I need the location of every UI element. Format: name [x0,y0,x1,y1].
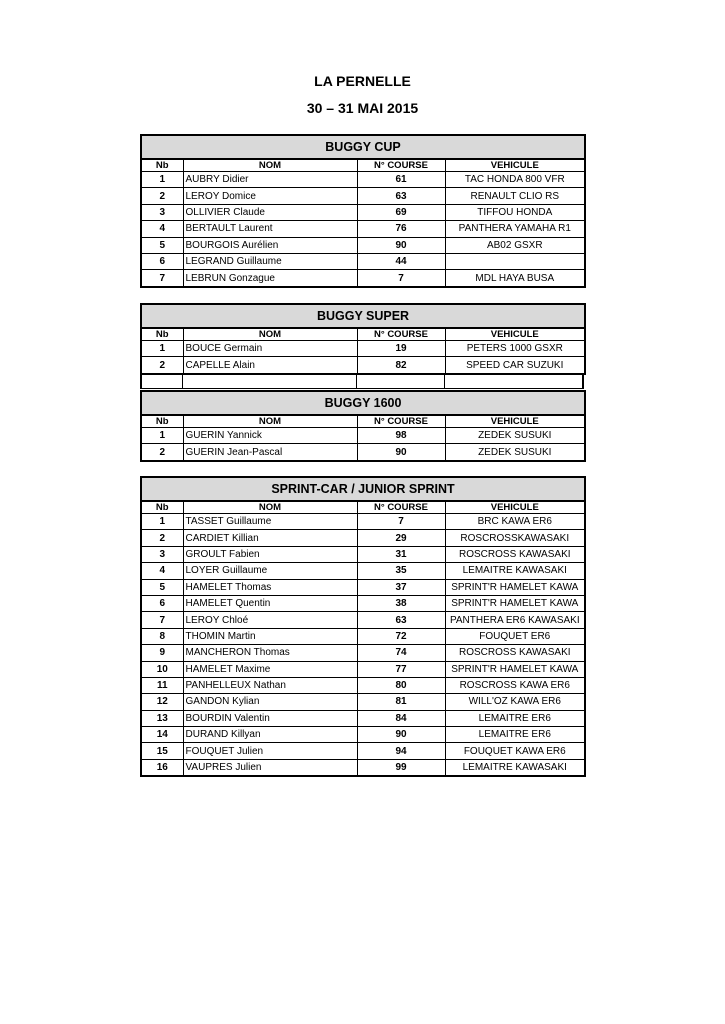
cell-nom: GUERIN Jean-Pascal [183,444,357,461]
cell-vehicule [445,253,585,269]
section-table [140,303,586,375]
cell-nb: 4 [141,221,183,237]
cell-course: 63 [357,188,445,204]
table-row [141,357,585,374]
column-header-row [141,159,585,172]
section-title: BUGGY SUPER [141,304,585,328]
cell-course: 77 [357,661,445,677]
cell-nb: 1 [141,172,183,188]
cell-vehicule: ROSCROSS KAWA ER6 [445,677,585,693]
cell-nb: 3 [141,546,183,562]
cell-vehicule: LEMAITRE ER6 [445,727,585,743]
event-date: 30 – 31 MAI 2015 [306,100,419,116]
table-row [141,428,585,444]
cell-nom: HAMELET Maxime [183,661,357,677]
table-row [141,579,585,595]
table-row [141,759,585,776]
cell-nb: 2 [141,530,183,546]
cell-nom: FOUQUET Julien [183,743,357,759]
column-header-course: N° COURSE [357,501,445,514]
cell-nb: 6 [141,595,183,611]
cell-nb: 6 [141,253,183,269]
cell-course: 63 [357,612,445,628]
table-row [141,530,585,546]
cell-nom: GUERIN Yannick [183,428,357,444]
section-title: BUGGY 1600 [141,391,585,415]
table-row [141,563,585,579]
cell-course: 38 [357,595,445,611]
section-title: BUGGY CUP [141,135,585,159]
table-row [141,546,585,562]
cell-nb: 5 [141,237,183,253]
cell-nom: HAMELET Thomas [183,579,357,595]
cell-course: 82 [357,357,445,374]
cell-nom: LOYER Guillaume [183,563,357,579]
section-title: SPRINT-CAR / JUNIOR SPRINT [141,477,585,501]
column-header-row [141,328,585,341]
page-title: LA PERNELLE [314,73,411,89]
column-header-nom: NOM [183,159,357,172]
column-header-vehicule: VEHICULE [445,501,585,514]
cell-vehicule: ROSCROSS KAWASAKI [445,546,585,562]
column-header-nb: Nb [141,159,183,172]
column-header-nom: NOM [183,501,357,514]
table-row [141,694,585,710]
table-row [141,743,585,759]
cell-vehicule: AB02 GSXR [445,237,585,253]
cell-nb: 1 [141,514,183,530]
cell-nom: GANDON Kylian [183,694,357,710]
cell-nom: PANHELLEUX Nathan [183,677,357,693]
column-header-nom: NOM [183,328,357,341]
cell-nb: 7 [141,270,183,287]
cell-nb: 2 [141,188,183,204]
column-header-course: N° COURSE [357,159,445,172]
column-header-nom: NOM [183,415,357,428]
cell-vehicule: BRC KAWA ER6 [445,514,585,530]
table-row [141,628,585,644]
cell-course: 90 [357,727,445,743]
cell-nb: 4 [141,563,183,579]
cell-vehicule: PETERS 1000 GSXR [445,341,585,357]
table-row [141,514,585,530]
cell-nom: LEBRUN Gonzague [183,270,357,287]
table-row [141,188,585,204]
cell-nom: LEGRAND Guillaume [183,253,357,269]
cell-course: 7 [357,514,445,530]
cell-nom: CAPELLE Alain [183,357,357,374]
cell-course: 37 [357,579,445,595]
cell-course: 72 [357,628,445,644]
cell-course: 35 [357,563,445,579]
cell-nb: 9 [141,645,183,661]
cell-vehicule: LEMAITRE ER6 [445,710,585,726]
table-row [141,595,585,611]
cell-course: 7 [357,270,445,287]
cell-nb: 14 [141,727,183,743]
table-row [141,645,585,661]
cell-vehicule: ROSCROSSKAWASAKI [445,530,585,546]
cell-nom: HAMELET Quentin [183,595,357,611]
cell-course: 69 [357,204,445,220]
cell-course: 94 [357,743,445,759]
column-header-vehicule: VEHICULE [445,328,585,341]
column-header-course: N° COURSE [357,328,445,341]
table-row [141,341,585,357]
cell-course: 31 [357,546,445,562]
cell-nom: BERTAULT Laurent [183,221,357,237]
cell-vehicule: PANTHERA ER6 KAWASAKI [445,612,585,628]
cell-vehicule: ZEDEK SUSUKI [445,444,585,461]
table-row [141,661,585,677]
cell-nb: 12 [141,694,183,710]
cell-nom: CARDIET Killian [183,530,357,546]
cell-vehicule: PANTHERA YAMAHA R1 [445,221,585,237]
table-row [141,253,585,269]
column-header-vehicule: VEHICULE [445,415,585,428]
cell-course: 76 [357,221,445,237]
cell-vehicule: LEMAITRE KAWASAKI [445,759,585,776]
table-row [141,204,585,220]
cell-nom: GROULT Fabien [183,546,357,562]
cell-course: 99 [357,759,445,776]
table-row [141,444,585,461]
cell-vehicule: SPRINT'R HAMELET KAWA [445,595,585,611]
cell-nom: DURAND Killyan [183,727,357,743]
cell-nom: AUBRY Didier [183,172,357,188]
column-header-nb: Nb [141,415,183,428]
table-row [141,677,585,693]
cell-course: 74 [357,645,445,661]
cell-nom: OLLIVIER Claude [183,204,357,220]
cell-nb: 8 [141,628,183,644]
table-row [141,172,585,188]
cell-nb: 1 [141,428,183,444]
cell-nb: 2 [141,444,183,461]
cell-course: 80 [357,677,445,693]
table-row [141,270,585,287]
cell-vehicule: SPRINT'R HAMELET KAWA [445,661,585,677]
cell-nb: 7 [141,612,183,628]
cell-nom: THOMIN Martin [183,628,357,644]
table-row [141,612,585,628]
table-row [141,727,585,743]
cell-vehicule: ROSCROSS KAWASAKI [445,645,585,661]
cell-nb: 16 [141,759,183,776]
cell-vehicule: TIFFOU HONDA [445,204,585,220]
table-row [141,237,585,253]
column-header-row [141,501,585,514]
cell-nom: VAUPRES Julien [183,759,357,776]
cell-vehicule: WILL'OZ KAWA ER6 [445,694,585,710]
cell-course: 61 [357,172,445,188]
section-table [140,476,586,777]
cell-nom: LEROY Chloé [183,612,357,628]
cell-course: 90 [357,237,445,253]
cell-nom: BOURGOIS Aurélien [183,237,357,253]
cell-nb: 10 [141,661,183,677]
cell-vehicule: MDL HAYA BUSA [445,270,585,287]
cell-nom: BOURDIN Valentin [183,710,357,726]
column-header-nb: Nb [141,328,183,341]
cell-nom: TASSET Guillaume [183,514,357,530]
cell-nom: MANCHERON Thomas [183,645,357,661]
cell-course: 29 [357,530,445,546]
cell-nb: 3 [141,204,183,220]
cell-vehicule: FOUQUET ER6 [445,628,585,644]
cell-nb: 15 [141,743,183,759]
section-table [140,134,586,288]
cell-nom: LEROY Domice [183,188,357,204]
column-header-course: N° COURSE [357,415,445,428]
cell-course: 19 [357,341,445,357]
cell-nb: 13 [141,710,183,726]
cell-vehicule: SPRINT'R HAMELET KAWA [445,579,585,595]
cell-vehicule: ZEDEK SUSUKI [445,428,585,444]
table-row [141,710,585,726]
cell-nb: 1 [141,341,183,357]
cell-course: 90 [357,444,445,461]
section-table [140,390,586,462]
cell-nb: 11 [141,677,183,693]
cell-vehicule: LEMAITRE KAWASAKI [445,563,585,579]
table-row [141,221,585,237]
column-header-vehicule: VEHICULE [445,159,585,172]
cell-vehicule: TAC HONDA 800 VFR [445,172,585,188]
cell-course: 44 [357,253,445,269]
column-header-row [141,415,585,428]
cell-nb: 2 [141,357,183,374]
cell-course: 98 [357,428,445,444]
cell-vehicule: RENAULT CLIO RS [445,188,585,204]
column-header-nb: Nb [141,501,183,514]
cell-vehicule: FOUQUET KAWA ER6 [445,743,585,759]
spacer-row [140,375,584,389]
cell-course: 81 [357,694,445,710]
cell-nom: BOUCE Germain [183,341,357,357]
cell-vehicule: SPEED CAR SUZUKI [445,357,585,374]
cell-nb: 5 [141,579,183,595]
cell-course: 84 [357,710,445,726]
